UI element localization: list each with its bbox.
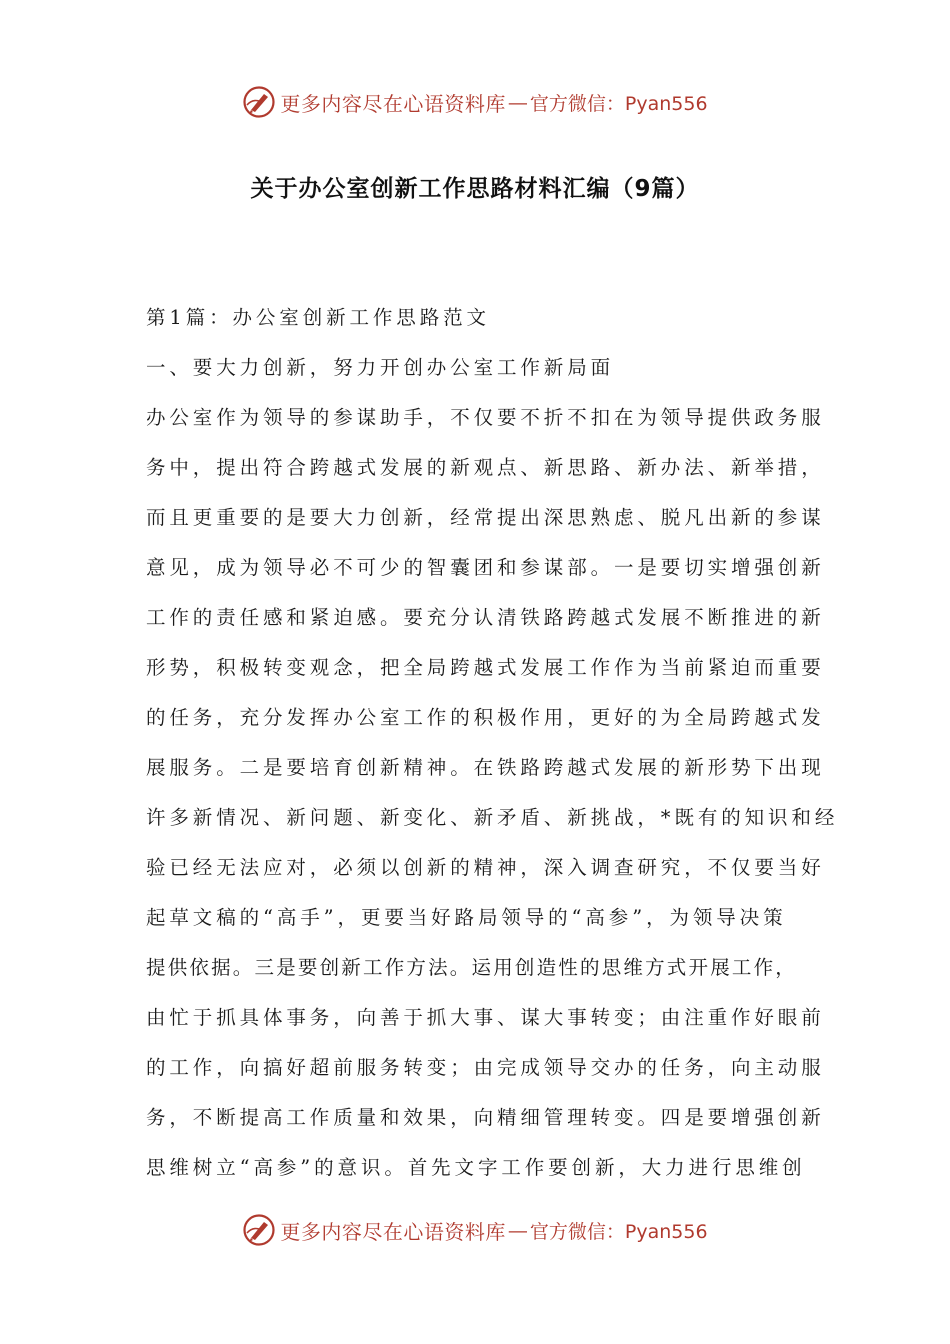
watermark-wechat: 官方微信：Pyan556 [529,92,708,115]
paragraph-line: 务中，提出符合跨越式发展的新观点、新思路、新办法、新举措， [146,456,825,479]
paragraph-line: 的工作，向搞好超前服务转变；由完成领导交办的任务，向主动服 [146,1056,825,1079]
document-title: 关于办公室创新工作思路材料汇编（9篇） [250,176,700,202]
paragraph-line: 验已经无法应对，必须以创新的精神，深入调查研究，不仅要当好 [146,856,825,879]
paragraph-line: 提供依据。三是要创新工作方法。运用创造性的思维方式开展工作， [146,956,798,979]
watermark-separator: — [507,1218,528,1242]
subsection-heading: 一、要大力创新，努力开创办公室工作新局面 [146,356,615,379]
pen-logo-icon [242,1213,276,1247]
section-heading: 第1篇：办公室创新工作思路范文 [146,306,490,329]
watermark-banner-bottom [0,1210,950,1250]
paragraph-line: 办公室作为领导的参谋助手，不仅要不折不扣在为领导提供政务服 [146,406,825,429]
paragraph-line: 的任务，充分发挥办公室工作的积极作用，更好的为全局跨越式发 [146,706,825,729]
watermark-wechat: 官方微信：Pyan556 [529,1220,708,1243]
paragraph-line: 意见，成为领导必不可少的智囊团和参谋部。一是要切实增强创新 [146,556,825,579]
paragraph-line: 思维树立“高参”的意识。首先文字工作要创新，大力进行思维创 [146,1156,806,1179]
pen-logo-icon [242,85,276,119]
paragraph-line: 形势，积极转变观念，把全局跨越式发展工作作为当前紧迫而重要 [146,656,825,679]
paragraph-line: 展服务。二是要培育创新精神。在铁路跨越式发展的新形势下出现 [146,756,825,779]
paragraph-line: 起草文稿的“高手”，更要当好路局领导的“高参”，为领导决策 [146,906,787,929]
paragraph-line: 而且更重要的是要大力创新，经常提出深思熟虑、脱凡出新的参谋 [146,506,825,529]
watermark-text: 更多内容尽在心语资料库 [280,91,506,116]
paragraph-line: 务，不断提高工作质量和效果，向精细管理转变。四是要增强创新 [146,1106,825,1129]
paragraph-line: 由忙于抓具体事务，向善于抓大事、谋大事转变；由注重作好眼前 [146,1006,825,1029]
watermark-separator: — [507,90,528,114]
watermark-text: 更多内容尽在心语资料库 [280,1219,506,1244]
document-body [146,296,839,1196]
paragraph-line: 许多新情况、新问题、新变化、新矛盾、新挑战，*既有的知识和经 [146,806,839,829]
paragraph-line: 工作的责任感和紧迫感。要充分认清铁路跨越式发展不断推进的新 [146,606,825,629]
watermark-banner-top [0,82,950,122]
